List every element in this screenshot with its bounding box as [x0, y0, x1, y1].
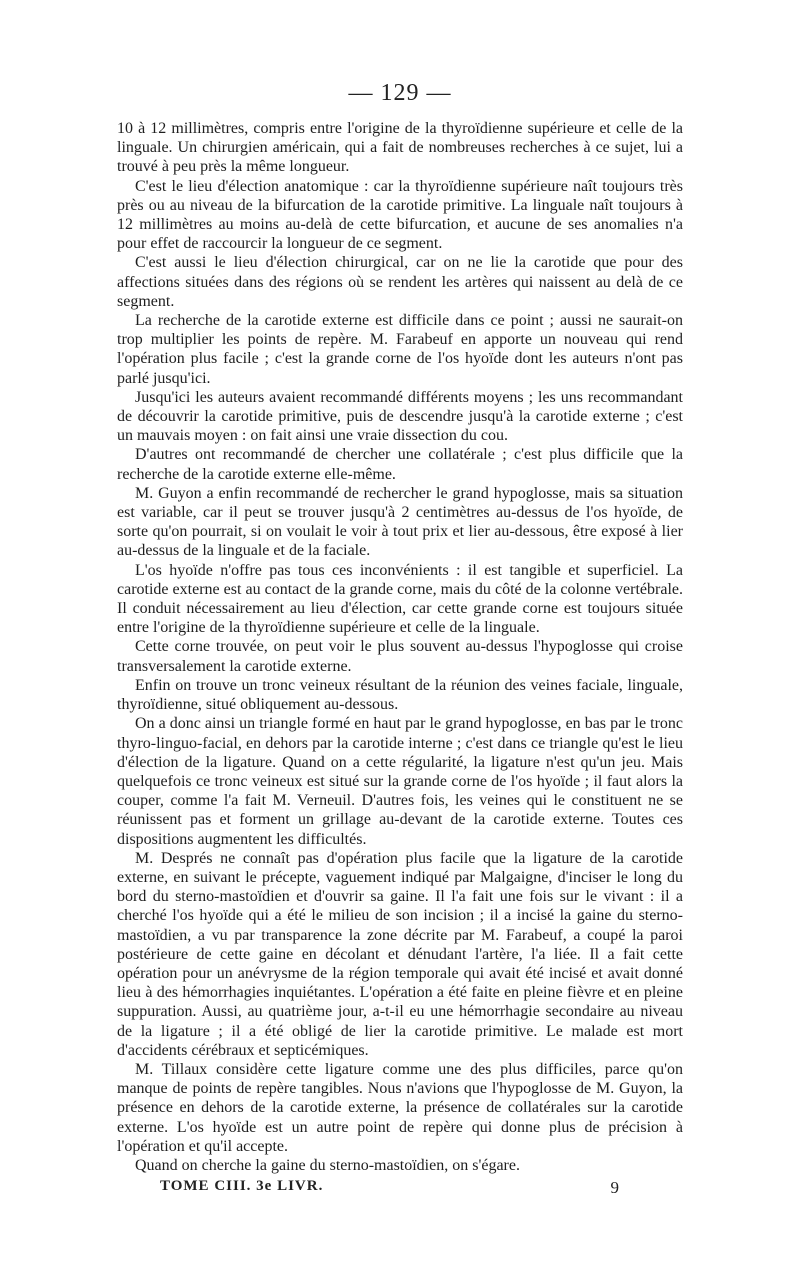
paragraph: Enfin on trouve un tronc veineux résultant de la réunion des veines faciale, linguale, thyroïdienne, situé obliquement au-dessous.	[117, 676, 683, 714]
body-text	[117, 119, 683, 1175]
volume-label: TOME CIII. 3e LIVR.	[160, 1178, 324, 1194]
paragraph: On a donc ainsi un triangle formé en haut par le grand hypoglosse, en bas par le tronc thyro-linguo-facial, en dehors par la carotide interne ; c'est dans ce triangle qu'est le lieu d'élection de la ligature. Quand on a cette régularité, la ligature n'est qu'un jeu. Mais quelquefois ce tronc veineux est situé sur la grande corne de l'os hyoïde ; il faut alors la couper, comme l'a fait M. Verneuil. D'autres fois, les veines qui le constituent ne se réunissent pas et forment un grillage au-devant de la carotide externe. Toutes ces dispositions augmentent les difficultés.	[117, 715, 683, 848]
paragraph: La recherche de la carotide externe est difficile dans ce point ; aussi ne saurait-on trop multiplier les points de repère. M. Farabeuf en apporte un nouveau qui rend l'opération plus facile ; c'est la grande corne de l'os hyoïde dont les auteurs n'ont pas parlé jusqu'ici.	[117, 312, 683, 387]
paragraph: L'os hyoïde n'offre pas tous ces inconvénients : il est tangible et superficiel. La carotide externe est au contact de la grande corne, mais du côté de la colonne vertébrale. Il conduit nécessairement au lieu d'élection, car cette grande corne est toujours située entre l'origine de la thyroïdienne supérieure et celle de la linguale.	[117, 561, 683, 637]
paragraph: M. Després ne connaît pas d'opération plus facile que la ligature de la carotide externe, en suivant le précepte, vaguement indiqué par Malgaigne, d'inciser le long du bord du sterno-mastoïdien et d'ouvrir sa gaine. Il l'a fait une fois sur le vivant : il a cherché l'os hyoïde qui a été le milieu de son incision ; il a incisé la gaine du sterno-mastoïdien, a vu par transparence la zone décrite par M. Farabeuf, a coupé la paroi postérieure de cette gaine en décolant et dénudant l'artère, l'a liée. Il a fait cette opération pour un anévrysme de la région temporale qui avait été incisé et avait donné lieu à des hémorrhagies inquiétantes. L'opération a été faite en pleine fièvre et en pleine suppuration. Aussi, au quatrième jour, a-t-il eu une hémorrhagie secondaire au niveau de la ligature ; il a été obligé de lier la carotide primitive. Le malade est mort d'accidents cérébraux et septicémiques.	[117, 849, 683, 1059]
signature-mark: 9	[610, 1178, 620, 1197]
page-number: — 129 —	[348, 80, 452, 106]
page-footer	[160, 1178, 620, 1195]
paragraph: C'est le lieu d'élection anatomique : car la thyroïdienne supérieure naît toujours très près ou au niveau de la bifurcation de la carotide primitive. La linguale naît toujours à 12 millimètres au moins au-delà de cette bifurcation, et aucune de ses anomalies n'a pour effet de raccourcir la longueur de ce segment.	[117, 177, 683, 253]
paragraph: Quand on cherche la gaine du sterno-mastoïdien, on s'égare.	[135, 1156, 520, 1174]
paragraph: C'est aussi le lieu d'élection chirurgical, car on ne lie la carotide que pour des affections situées dans des régions où se rendent les artères qui naissent au delà de ce segment.	[117, 254, 683, 310]
paragraph: 10 à 12 millimètres, compris entre l'origine de la thyroïdienne supérieure et celle de la linguale. Un chirurgien américain, qui a fait de nombreuses recherches à ce sujet, lui a trouvé à peu près la même longueur.	[117, 120, 683, 176]
paragraph: M. Tillaux considère cette ligature comme une des plus difficiles, parce qu'on manque de points de repère tangibles. Nous n'avions que l'hypoglosse de M. Guyon, la présence en dehors de la carotide externe, la présence de collatérales sur la carotide externe. L'os hyoïde est un autre point de repère qui donne plus de précision à l'opération et qu'il accepte.	[117, 1060, 683, 1155]
paragraph: D'autres ont recommandé de chercher une collatérale ; c'est plus difficile que la recherche de la carotide externe elle-même.	[117, 446, 683, 483]
paragraph: M. Guyon a enfin recommandé de rechercher le grand hypoglosse, mais sa situation est variable, car il peut se trouver jusqu'à 2 centimètres au-dessus de l'os hyoïde, de sorte qu'on pourrait, si on voulait le voir à tout prix et lier au-dessous, être exposé à lier au-dessus de la linguale et de la faciale.	[117, 484, 683, 560]
paragraph: Cette corne trouvée, on peut voir le plus souvent au-dessus l'hypoglosse qui croise transversalement la carotide externe.	[117, 638, 683, 675]
paragraph: Jusqu'ici les auteurs avaient recommandé différents moyens ; les uns recommandant de découvrir la carotide primitive, puis de descendre jusqu'à la carotide externe ; c'est un mauvais moyen : on fait ainsi une vraie dissection du cou.	[117, 388, 683, 445]
